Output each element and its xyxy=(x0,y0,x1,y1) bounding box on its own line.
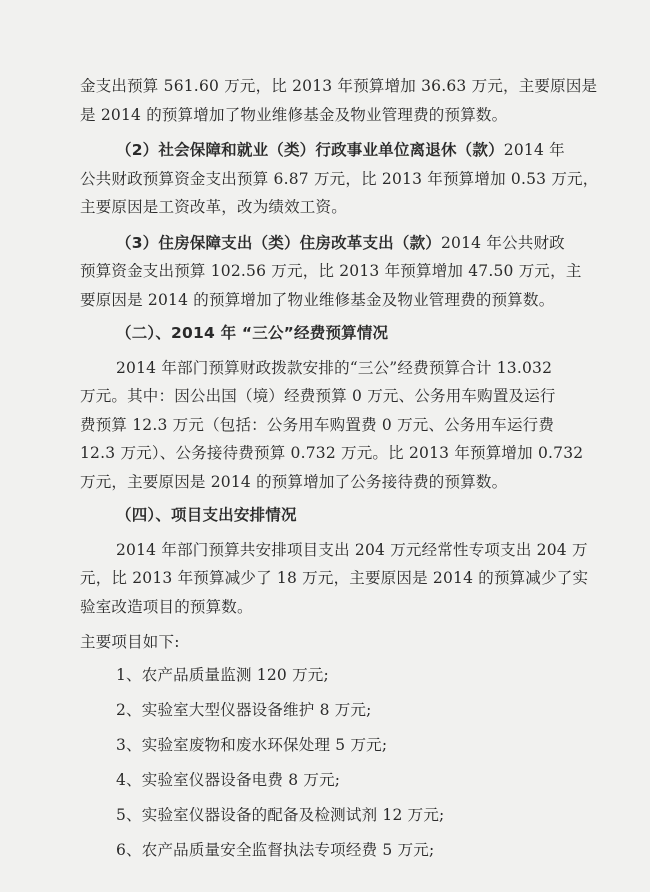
paragraph-line: 元，比 2013 年预算减少了 18 万元，主要原因是 2014 的预算减少了实 xyxy=(80,569,589,587)
paragraph-line: 金支出预算 561.60 万元，比 2013 年预算增加 36.63 万元，主要原因是 xyxy=(80,77,598,95)
item-2-heading-text: （2）社会保障和就业（类）行政事业单位离退休（款） xyxy=(116,141,504,159)
paragraph-line: 2014 年部门预算财政拨款安排的“三公”经费预算合计 13.032 xyxy=(116,358,553,377)
list-item: 6、农产品质量安全监督执法专项经费 5 万元; xyxy=(116,840,435,859)
list-item: 1、农产品质量监测 120 万元; xyxy=(116,665,329,684)
list-item: 4、实验室仪器设备电费 8 万元; xyxy=(116,770,341,789)
paragraph-line: 预算资金支出预算 102.56 万元，比 2013 年预算增加 47.50 万元，主 xyxy=(80,262,582,280)
item-3-heading xyxy=(80,229,570,258)
paragraph-line: 要原因是 2014 的预算增加了物业维修基金及物业管理费的预算数。 xyxy=(80,290,555,309)
project-list xyxy=(80,661,570,867)
item-2-heading-tail: 2014 年 xyxy=(503,141,565,159)
paragraph-line: 万元。其中：因公出国（境）经费预算 0 万元、公务用车购置及运行 xyxy=(80,387,556,405)
paragraph-line: 费预算 12.3 万元（包括：公务用车购置费 0 万元、公务用车运行费 xyxy=(80,415,555,434)
list-item: 2、实验室大型仪器设备维护 8 万元; xyxy=(116,700,372,719)
paragraph-line: 2014 年部门预算共安排项目支出 204 万元经常性专项支出 204 万 xyxy=(116,540,588,559)
section-heading-projects: （四）、项目支出安排情况 xyxy=(116,506,297,524)
paragraph-line: 12.3 万元）、公务接待费预算 0.732 万元。比 2013 年预算增加 0.732 xyxy=(80,444,584,462)
section-heading-sangong: （二）、2014 年 “三公”经费预算情况 xyxy=(116,324,389,342)
item-3-heading-text: （3）住房保障支出（类）住房改革支出（款） xyxy=(116,233,441,252)
paragraph-line: 主要原因是工资改革，改为绩效工资。 xyxy=(80,198,347,216)
item-3-heading-tail: 2014 年公共财政 xyxy=(441,233,565,252)
list-item: 3、实验室废物和废水环保处理 5 万元; xyxy=(116,735,388,754)
item-2-heading xyxy=(80,136,570,165)
list-item: 5、实验室仪器设备的配备及检测试剂 12 万元; xyxy=(116,805,445,824)
paragraph-line: 万元，主要原因是 2014 的预算增加了公务接待费的预算数。 xyxy=(80,472,508,491)
project-list-intro: 主要项目如下: xyxy=(80,633,180,651)
paragraph-line: 是 2014 的预算增加了物业维修基金及物业管理费的预算数。 xyxy=(80,105,508,124)
paragraph-line: 公共财政预算资金支出预算 6.87 万元，比 2013 年预算增加 0.53 万元， xyxy=(80,169,599,188)
paragraph-line: 验室改造项目的预算数。 xyxy=(80,597,253,616)
